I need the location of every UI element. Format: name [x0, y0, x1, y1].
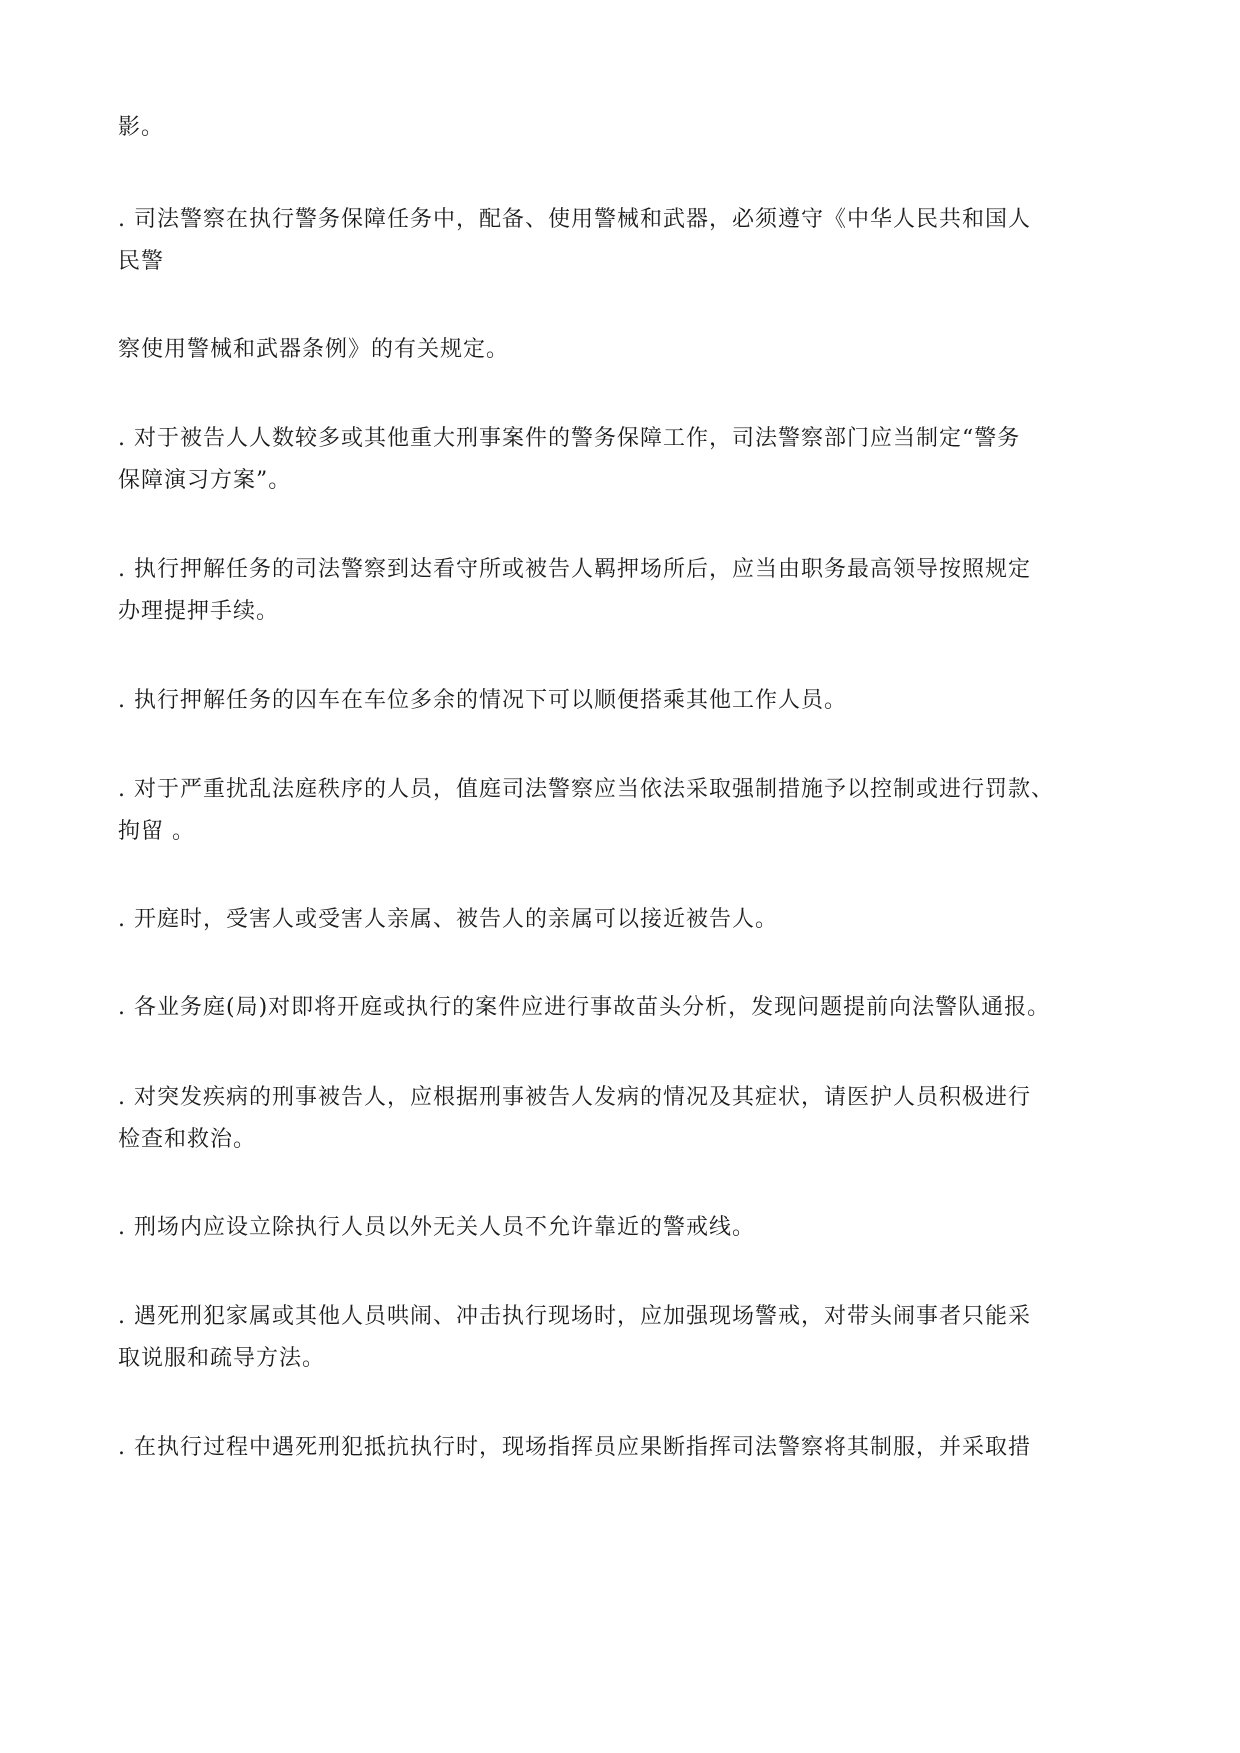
text-line: . 执行押解任务的司法警察到达看守所或被告人羁押场所后，应当由职务最高领导按照规定 — [118, 557, 1031, 582]
text-line: . 在执行过程中遇死刑犯抵抗执行时，现场指挥员应果断指挥司法警察将其制服，并采取措 — [118, 1435, 1031, 1460]
text-line: . 各业务庭(局)对即将开庭或执行的案件应进行事故苗头分析，发现问题提前向法警队通报。 — [118, 995, 1051, 1020]
text-line: 拘留 。 — [118, 819, 195, 844]
text-line: . 对于严重扰乱法庭秩序的人员，值庭司法警察应当依法采取强制措施予以控制或进行罚款、 — [118, 777, 1054, 802]
text-line: 察使用警械和武器条例》的有关规定。 — [118, 337, 510, 362]
text-line: 民警 — [118, 249, 165, 274]
text-line: . 对于被告人人数较多或其他重大刑事案件的警务保障工作，司法警察部门应当制定“警务 — [118, 426, 1021, 451]
text-line: 办理提押手续。 — [118, 599, 280, 624]
text-line: 保障演习方案”。 — [118, 468, 292, 493]
text-line: . 刑场内应设立除执行人员以外无关人员不允许靠近的警戒线。 — [118, 1215, 755, 1240]
text-line: . 执行押解任务的囚车在车位多余的情况下可以顺便搭乘其他工作人员。 — [118, 688, 847, 713]
text-line: . 遇死刑犯家属或其他人员哄闹、冲击执行现场时，应加强现场警戒，对带头闹事者只能采 — [118, 1304, 1031, 1329]
text-line: 影。 — [118, 115, 165, 140]
text-line: . 司法警察在执行警务保障任务中，配备、使用警械和武器，必须遵守《中华人民共和国人 — [118, 207, 1031, 232]
text-line: . 对突发疾病的刑事被告人，应根据刑事被告人发病的情况及其症状，请医护人员积极进行 — [118, 1085, 1031, 1110]
text-line: 检查和救治。 — [118, 1127, 257, 1152]
text-line: 取说服和疏导方法。 — [118, 1346, 326, 1371]
text-line: . 开庭时，受害人或受害人亲属、被告人的亲属可以接近被告人。 — [118, 907, 778, 932]
